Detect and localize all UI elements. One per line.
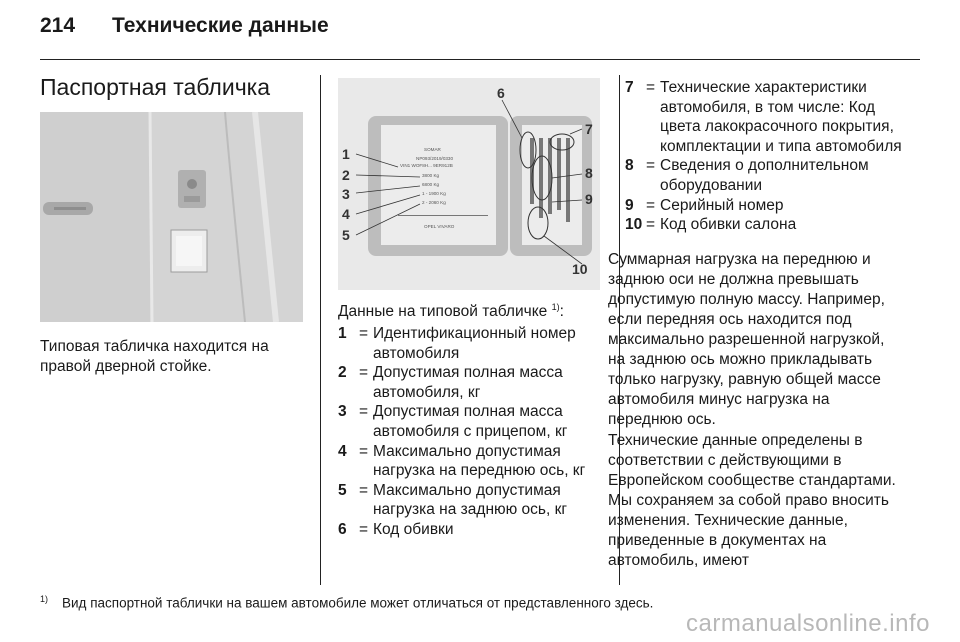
section-title: Паспортная табличка <box>40 74 271 100</box>
list-item: 2 = Допустимая полная масса автомобиля, кг <box>338 364 563 401</box>
plate-items-list-continued <box>625 78 910 235</box>
plate-items-list <box>338 324 618 540</box>
list-item: 6 = Код обивки <box>338 520 454 538</box>
door-pillar-photo <box>40 112 303 322</box>
plate-line: OPEL VIVARO <box>424 224 455 229</box>
callout-5: 5 <box>342 227 350 243</box>
plate-intro-text: Данные на типовой табличке <box>338 303 548 321</box>
plate-line: SOMAR <box>424 147 441 152</box>
axle-load-paragraph: Суммарная нагрузка на переднюю и заднюю оси не должна превышать допустимую полную массу. Например, если передняя ось находится под максимально разрешенной нагрузкой, на заднюю ось можно прикладывать только нагрузку, равную общей массе автомобиля минус нагрузка на переднюю ось. <box>608 251 885 428</box>
plate-line: VIN1 WOF8H... 9ER912B <box>400 163 453 168</box>
callout-3: 3 <box>342 186 350 202</box>
callout-1: 1 <box>342 146 350 162</box>
list-item: 10 = Код обивки салона <box>625 216 797 234</box>
list-item: 3 = Допустимая полная масса автомобиля с прицепом, кг <box>338 403 568 440</box>
header-rule <box>40 59 920 60</box>
footnote-text: Вид паспортной таблички на вашем автомобиле может отличаться от представленного здесь. <box>62 595 654 611</box>
page-header <box>40 14 329 38</box>
plate-intro: Данные на типовой табличке $^{1)}$: <box>338 302 564 321</box>
callout-6: 6 <box>497 85 505 101</box>
list-item: 5 = Максимально допустимая нагрузка на заднюю ось, кг <box>338 481 568 519</box>
callout-7: 7 <box>585 121 593 137</box>
photo-caption: Типовая табличка находится на правой дверной стойке. <box>40 338 269 375</box>
list-item: 1 = Идентификационный номер автомобиля <box>338 325 576 362</box>
callout-10: 10 <box>572 261 588 277</box>
plate-line: 1 - 1900 Kg <box>422 191 446 196</box>
standards-paragraph: Технические данные определены в соответствии с действующими в Европейском сообществе стандартами. Мы сохраняем за собой право вносить изменения. Технические данные, приведенные в документах на автомобиль, имеют <box>608 432 896 569</box>
footnote-mark: 1) <box>40 594 49 604</box>
plate-line: 6800 Kg <box>422 182 440 187</box>
plate-line: 2 - 2060 Kg <box>422 200 446 205</box>
callout-2: 2 <box>342 167 350 183</box>
plate-line: 3800 Kg <box>422 173 440 178</box>
list-item: 7 = Технические характеристики автомобиля, в том числе: Код цвета лакокрасочного покрытия, комплектации и типа автомобиля <box>625 79 902 155</box>
list-item: 4 = Максимально допустимая нагрузка на переднюю ось, кг <box>338 442 586 480</box>
callout-8: 8 <box>585 165 593 181</box>
id-plate-diagram <box>338 78 600 290</box>
callout-9: 9 <box>585 191 593 207</box>
list-item: 9 = Серийный номер <box>625 196 784 214</box>
callout-4: 4 <box>342 206 350 222</box>
column-divider-1 <box>320 75 321 585</box>
chapter-title: Технические данные <box>112 14 329 37</box>
page-number: 214 <box>40 14 76 37</box>
watermark: carmanualsonline.info <box>686 610 930 637</box>
plate-line: NP093/2019/0330 <box>416 156 454 161</box>
list-item: 8 = Сведения о дополнительном оборудовании <box>625 157 869 194</box>
footnote <box>40 594 653 611</box>
footnote-ref: 1) <box>551 302 560 312</box>
